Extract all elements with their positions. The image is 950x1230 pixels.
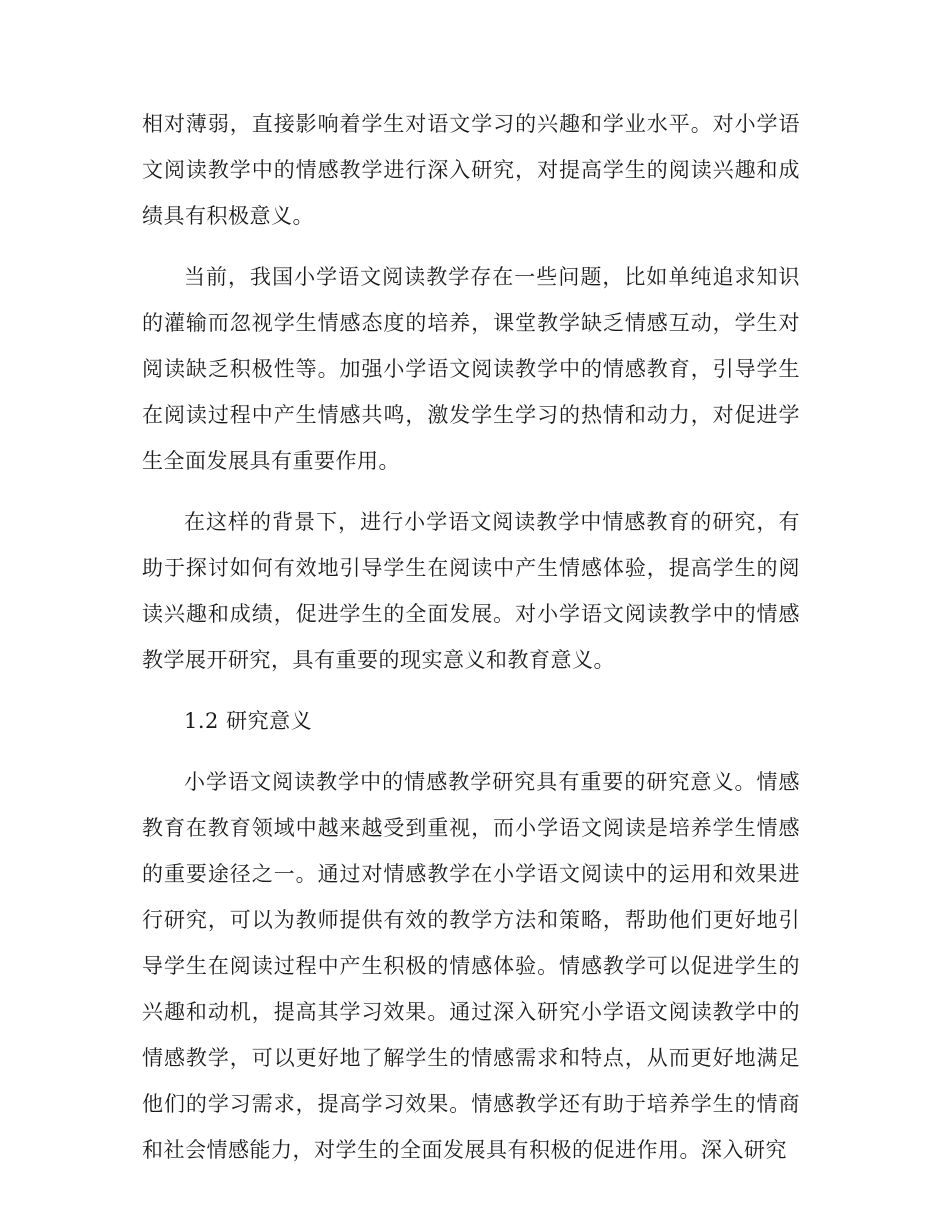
paragraph-continued: 相对薄弱，直接影响着学生对语文学习的兴趣和学业水平。对小学语文阅读教学中的情感教学进行深入研究，对提高学生的阅读兴趣和成绩具有积极意义。	[142, 112, 800, 228]
paragraph-research-significance: 小学语文阅读教学中的情感教学研究具有重要的研究意义。情感教育在教育领域中越来越受到重视，而小学语文阅读是培养学生情感的重要途径之一。通过对情感教学在小学语文阅读中的运用和效果进行研究，可以为教师提供有效的教学方法和策略，帮助他们更好地引导学生在阅读过程中产生积极的情感体验。情感教学可以促进学生的兴趣和动机，提高其学习效果。通过深入研究小学语文阅读教学中的情感教学，可以更好地了解学生的情感需求和特点，从而更好地满足他们的学习需求，提高学习效果。情感教学还有助于培养学生的情商和社会情感能力，对学生的全面发展具有积极的促进作用。深入研究	[142, 770, 800, 1162]
section-heading: 1.2 研究意义	[184, 709, 313, 733]
paragraph-current-problems: 当前，我国小学语文阅读教学存在一些问题，比如单纯追求知识的灌输而忽视学生情感态度的培养，课堂教学缺乏情感互动，学生对阅读缺乏积极性等。加强小学语文阅读教学中的情感教育，引导学生在阅读过程中产生情感共鸣，激发学生学习的热情和动力，对促进学生全面发展具有重要作用。	[142, 265, 800, 473]
paragraph-background: 在这样的背景下，进行小学语文阅读教学中情感教育的研究，有助于探讨如何有效地引导学生在阅读中产生情感体验，提高学生的阅读兴趣和成绩，促进学生的全面发展。对小学语文阅读教学中的情感教学展开研究，具有重要的现实意义和教育意义。	[142, 510, 800, 672]
document-body	[142, 101, 800, 1188]
